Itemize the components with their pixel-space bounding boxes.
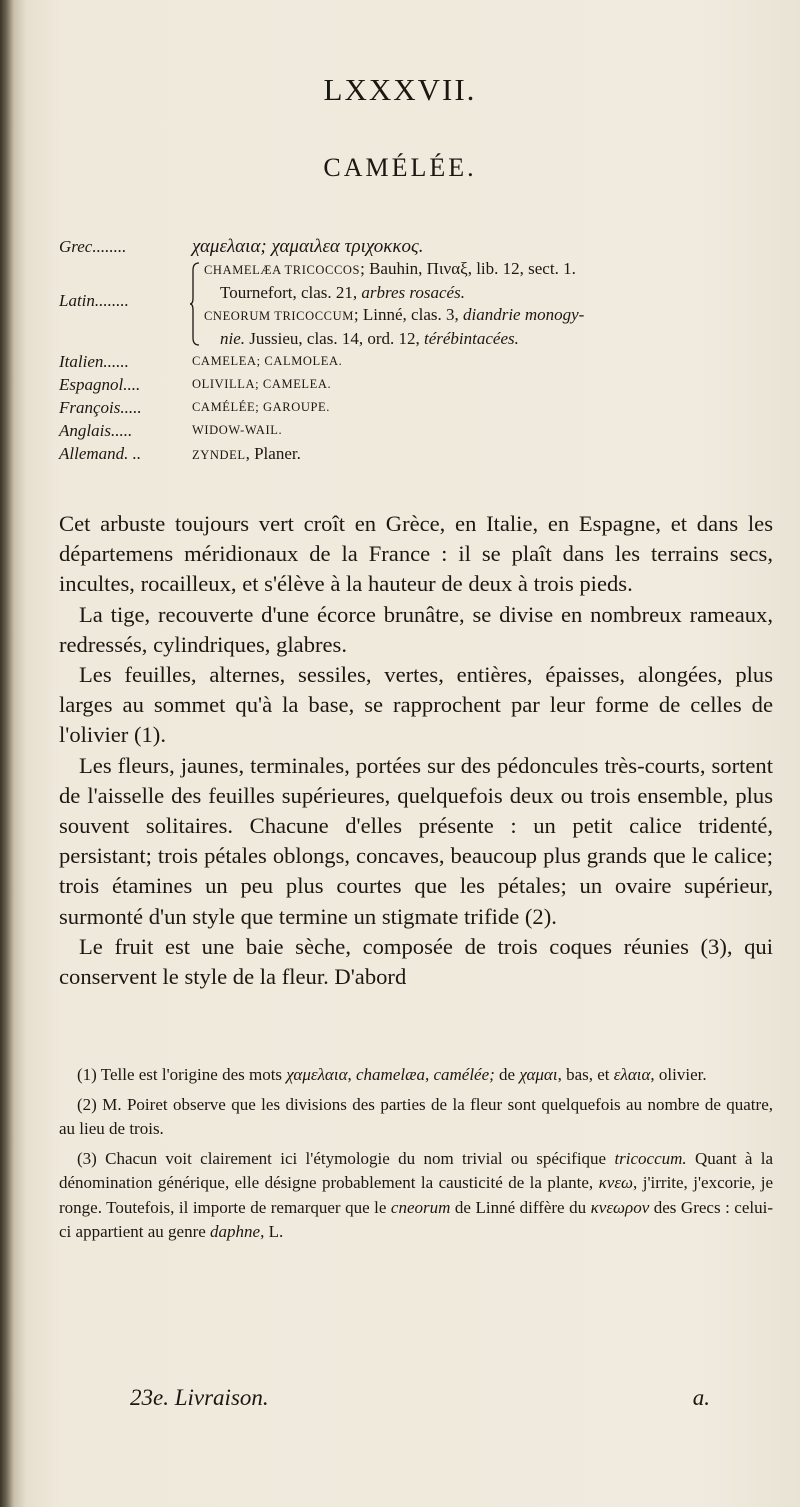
- name-italien: CAMELEA; CALMOLEA.: [192, 354, 343, 368]
- name-grec: χαμελαια; χαμαιλεα τριχοκκος.: [192, 236, 424, 257]
- latin-line-2: Tournefort, clas. 21, arbres rosacés.: [220, 282, 465, 302]
- names-table: [59, 235, 779, 467]
- name-allemand: ZYNDEL, Planer.: [192, 444, 301, 463]
- name-francais: CAMÉLÉE; GAROUPE.: [192, 400, 330, 414]
- description-body: [59, 509, 773, 992]
- names-row-italien: [59, 350, 779, 373]
- names-row-grec: [59, 235, 779, 258]
- lang-label-allemand: Allemand. ..: [59, 444, 142, 463]
- names-row-anglais: [59, 419, 779, 442]
- lang-label-francais: François.....: [59, 398, 142, 417]
- lang-label-grec: Grec........: [59, 237, 127, 256]
- names-row-allemand: [59, 442, 779, 467]
- lang-label-italien: Italien......: [59, 352, 129, 371]
- names-row-espagnol: [59, 373, 779, 396]
- footnotes: [59, 1063, 773, 1250]
- footnote-3: (3) Chacun voit clairement ici l'étymologie du nom trivial ou spécifique tricoccum. Quant à la dénomination générique, elle désigne probablement la causticité de la plante, κνεω, j'irrite, j'excorie, je ronge. Toutefois, il importe de remarquer que le cneorum de Linné diffère du κνεωρον des Grecs : celui-ci appartient au genre daphne, L.: [59, 1148, 774, 1241]
- latin-line-4: nie. Jussieu, clas. 14, ord. 12, térébintacées.: [220, 328, 519, 348]
- signature-mark: a.: [692, 1385, 710, 1410]
- name-espagnol: OLIVILLA; CAMELEA.: [192, 377, 332, 391]
- paragraph-fruit: Le fruit est une baie sèche, composée de trois coques réunies (3), qui conservent le style de la fleur. D'abord: [59, 933, 773, 990]
- curly-brace: [190, 262, 200, 346]
- paragraph-habitat: Cet arbuste toujours vert croît en Grèce, en Italie, en Espagne, et dans les départemens méridionaux de la France : il se plaît dans les terrains secs, incultes, rocailleux, et s'élève à la hauteur de deux à trois pieds.: [59, 511, 773, 597]
- latin-line-1: CHAMELÆA TRICOCCOS; Bauhin, Πιναξ, lib. 12, sect. 1.: [204, 259, 576, 278]
- footnote-1: (1) Telle est l'origine des mots χαμελαια, chamelæa, camélée; de χαμαι, bas, et ελαια, olivier.: [77, 1065, 707, 1084]
- page-title: CAMÉLÉE.: [323, 153, 477, 182]
- latin-line-3: CNEORUM TRICOCCUM; Linné, clas. 3, diandrie monogy-: [204, 305, 585, 324]
- paragraph-stem: La tige, recouverte d'une écorce brunâtre, se divise en nombreux rameaux, redressés, cylindriques, glabres.: [59, 601, 773, 657]
- name-anglais: WIDOW-WAIL.: [192, 423, 283, 437]
- page-footer: [130, 1385, 710, 1411]
- plate-number: LXXXVII.: [323, 72, 477, 107]
- names-row-francais: [59, 396, 779, 419]
- latin-names: [204, 258, 779, 350]
- livraison-label: 23e. Livraison.: [130, 1385, 269, 1410]
- names-row-latin: [59, 258, 779, 350]
- lang-label-anglais: Anglais.....: [59, 421, 133, 440]
- lang-label-espagnol: Espagnol....: [59, 375, 141, 394]
- lang-label-latin: Latin........: [59, 291, 129, 310]
- paragraph-leaves: Les feuilles, alternes, sessiles, vertes, entières, épaisses, alongées, plus larges au sommet qu'à la base, se rapprochent par leur forme de celles de l'olivier (1).: [59, 662, 773, 748]
- footnote-2: (2) M. Poiret observe que les divisions des parties de la fleur sont quelquefois au nombre de quatre, au lieu de trois.: [59, 1094, 773, 1138]
- paragraph-flowers: Les fleurs, jaunes, terminales, portées sur des pédoncules très-courts, sortent de l'aisselle des feuilles supérieures, quelquefois deux ou trois ensemble, plus souvent solitaires. Chacune d'elles présente : un petit calice tridenté, persistant; trois pétales oblongs, concaves, beaucoup plus grands que le calice; trois étamines un peu plus courtes que les pétales; un ovaire supérieur, surmonté d'un style que termine un stigmate trifide (2).: [59, 752, 773, 929]
